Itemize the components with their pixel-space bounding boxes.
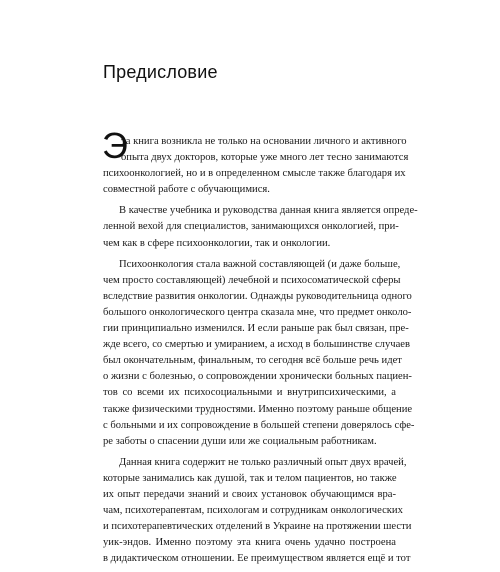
text-line: о жизни с болезнью, о сопровождении хронически больных пациен- [103,371,412,383]
text-line: чем как в сфере психоонкологии, так и онкологии. [103,237,331,249]
text-line: уик-эндов. Именно поэтому эта книга очень удачно построена [103,537,396,549]
text-line: ре заботы о спасении души или же социальным работникам. [103,435,377,447]
text-line: гии принципиально изменился. И если раньше рак был связан, пре- [103,323,409,335]
text-line: Данная книга содержит не только различный опыт двух врачей, [119,456,407,468]
paragraph [103,203,418,251]
text-line: их опыт передачи знаний и своих установок обучающимся вра- [103,488,396,500]
body-text [102,125,418,572]
text-line: ленной вехой для специалистов, занимающихся онкологией, при- [103,221,399,233]
text-line: та книга возникла не только на основании личного и активного [121,136,407,147]
text-line: с больными и их сопровождение в большей степени доверялось сфе- [103,419,415,431]
text-line: вследствие развития онкологии. Однажды руководительница одного [103,290,412,302]
text-line: Психоонкология стала важной составляющей (и даже больше, [119,258,401,270]
text-line: психоонкологией, но и в определенном смысле также благодаря их [103,168,406,180]
paragraph [102,125,409,198]
text-line: которые занимались как душой, так и телом пациентов, но также [103,472,397,484]
paragraph [103,257,415,450]
text-line: большого онкологического центра сказала мне, что предмет онколо- [103,306,412,318]
text-line: опыта двух докторов, которые уже много лет тесно занимаются [121,152,409,164]
drop-cap: Э [102,125,128,166]
text-line: тов со всеми их психосоциальными и внутрипсихическими, а [103,387,396,399]
text-line: был окончательным, финальным, то сегодня всё больше речь идет [103,355,402,367]
text-line: совместной работе с обучающимися. [103,184,270,196]
text-line: также физическими трудностями. Именно поэтому раньше общение [103,403,413,415]
text-line: в дидактическом отношении. Ее преимуществом является ещё и тот [103,553,411,565]
text-line: чем просто составляющей) лечебной и психосоматической сферы [103,274,401,286]
text-line: чам, психотерапевтам, психологам и сотрудникам онкологических [103,505,403,517]
page-title: Предисловие [103,62,218,82]
paragraph [103,455,412,568]
text-line: В качестве учебника и руководства данная книга является опреде- [119,205,418,217]
text-line: жде всего, со смертью и умиранием, а исход в большинстве случаев [103,339,410,351]
text-line: и психотерапевтических отделений в Украине на протяжении шести [103,521,412,533]
